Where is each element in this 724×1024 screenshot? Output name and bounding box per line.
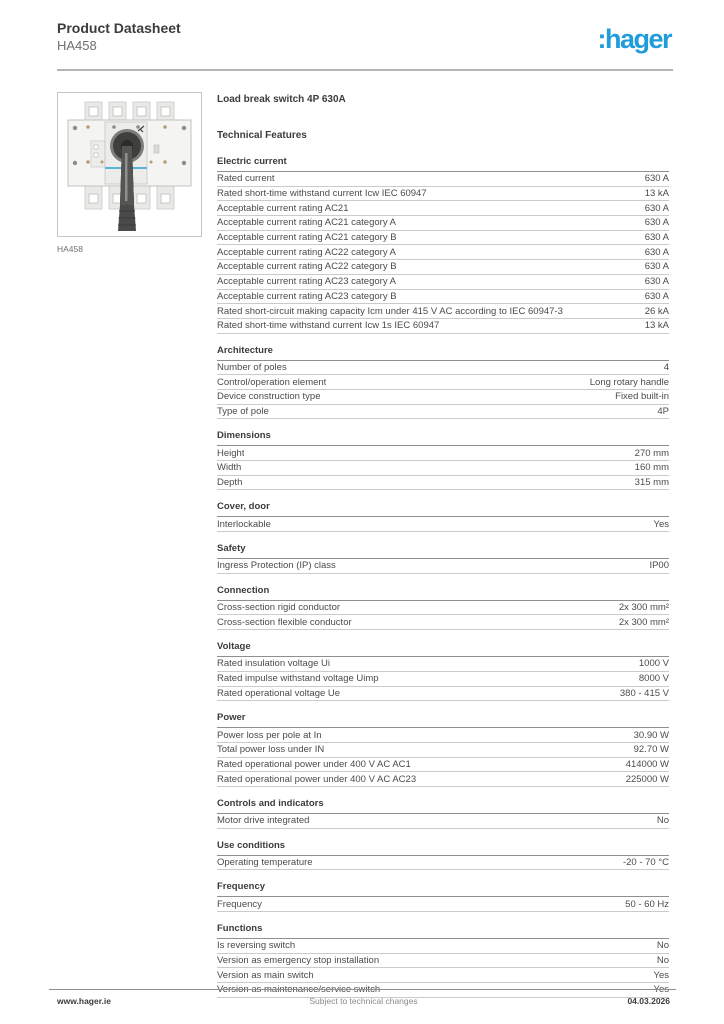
spec-label: Motor drive integrated — [217, 815, 310, 827]
spec-value: 630 A — [644, 246, 669, 258]
technical-features-heading: Technical Features — [217, 130, 307, 141]
spec-row — [217, 461, 669, 476]
spec-label: Acceptable current rating AC21 category B — [217, 232, 397, 244]
spec-label: Operating temperature — [217, 856, 313, 868]
spec-label: Rated operational voltage Ue — [217, 687, 341, 699]
spec-section — [217, 923, 669, 998]
spec-label: Cross-section rigid conductor — [217, 602, 341, 614]
spec-section-title: Safety — [217, 543, 669, 559]
spec-section-title: Architecture — [217, 345, 669, 361]
spec-value: 630 A — [644, 202, 669, 214]
spec-label: Rated insulation voltage Ui — [217, 658, 331, 670]
spec-row — [217, 446, 669, 461]
spec-label: Type of pole — [217, 405, 269, 417]
product-image — [57, 92, 202, 237]
spec-row — [217, 319, 669, 334]
document-title: Product Datasheet — [57, 20, 181, 36]
spec-label: Frequency — [217, 898, 262, 910]
spec-value: 630 A — [644, 276, 669, 288]
spec-row — [217, 856, 669, 871]
spec-section-title: Frequency — [217, 881, 669, 897]
spec-row — [217, 231, 669, 246]
spec-row — [217, 897, 669, 912]
spec-section-title: Dimensions — [217, 430, 669, 446]
spec-section-title: Use conditions — [217, 840, 669, 856]
spec-section — [217, 345, 669, 420]
spec-row — [217, 615, 669, 630]
spec-section — [217, 798, 669, 829]
spec-label: Interlockable — [217, 518, 271, 530]
header-divider — [57, 69, 673, 71]
spec-value: 630 A — [644, 173, 669, 185]
load-break-switch-illustration — [58, 93, 201, 236]
spec-row — [217, 275, 669, 290]
product-image-column — [57, 92, 202, 254]
spec-value: 50 - 60 Hz — [625, 898, 669, 910]
spec-label: Control/operation element — [217, 376, 327, 388]
spec-row — [217, 390, 669, 405]
spec-value: 630 A — [644, 232, 669, 244]
spec-section — [217, 543, 669, 574]
spec-row — [217, 172, 669, 187]
spec-row — [217, 304, 669, 319]
spec-label: Acceptable current rating AC21 — [217, 202, 349, 214]
spec-label: Version as emergency stop installation — [217, 955, 380, 967]
spec-label: Number of poles — [217, 361, 287, 373]
spec-label: Is reversing switch — [217, 940, 296, 952]
content-area — [57, 92, 669, 1009]
spec-value: 13 kA — [644, 188, 669, 200]
spec-section — [217, 585, 669, 630]
spec-label: Ingress Protection (IP) class — [217, 560, 336, 572]
spec-row — [217, 405, 669, 420]
spec-label: Rated operational power under 400 V AC AC23 — [217, 773, 417, 785]
spec-row — [217, 687, 669, 702]
spec-label: Acceptable current rating AC22 category B — [217, 261, 397, 273]
spec-value: 26 kA — [644, 305, 669, 317]
spec-row — [217, 260, 669, 275]
spec-row — [217, 657, 669, 672]
spec-row — [217, 187, 669, 202]
spec-label: Power loss per pole at In — [217, 729, 322, 741]
spec-value: 380 - 415 V — [619, 687, 669, 699]
spec-section — [217, 840, 669, 871]
page-footer — [57, 996, 670, 1006]
spec-row — [217, 601, 669, 616]
spec-value: 630 A — [644, 261, 669, 273]
spec-row — [217, 476, 669, 491]
spec-label: Rated short-circuit making capacity Icm under 415 V AC according to IEC 60947-3 — [217, 305, 563, 317]
spec-value: 2x 300 mm² — [618, 616, 669, 628]
spec-row — [217, 559, 669, 574]
spec-label: Acceptable current rating AC23 category B — [217, 290, 397, 302]
spec-value: 414000 W — [625, 758, 669, 770]
spec-value: No — [656, 940, 669, 952]
spec-section — [217, 881, 669, 912]
spec-value: 630 A — [644, 217, 669, 229]
spec-row — [217, 814, 669, 829]
product-title: Load break switch 4P 630A — [217, 94, 346, 105]
spec-value: Long rotary handle — [589, 376, 669, 388]
spec-value: 270 mm — [634, 447, 669, 459]
spec-row — [217, 375, 669, 390]
spec-row — [217, 728, 669, 743]
spec-row — [217, 672, 669, 687]
spec-value: -20 - 70 °C — [622, 856, 669, 868]
spec-section-title: Connection — [217, 585, 669, 601]
spec-value: Yes — [653, 518, 669, 530]
spec-row — [217, 216, 669, 231]
page-header — [57, 20, 671, 54]
spec-value: 315 mm — [634, 477, 669, 489]
spec-row — [217, 361, 669, 376]
spec-value: 4P — [657, 405, 669, 417]
spec-label: Rated operational power under 400 V AC AC1 — [217, 758, 411, 770]
spec-label: Rated short-time withstand current Icw 1s IEC 60947 — [217, 320, 440, 332]
spec-label: Width — [217, 462, 242, 474]
footer-divider — [49, 989, 676, 990]
spec-section — [217, 641, 669, 701]
spec-value: Yes — [653, 969, 669, 981]
spec-value: 30.90 W — [633, 729, 669, 741]
spec-label: Cross-section flexible conductor — [217, 616, 352, 628]
footer-date: 04.03.2026 — [627, 996, 670, 1006]
spec-label: Total power loss under IN — [217, 744, 325, 756]
header-titles — [57, 20, 181, 54]
spec-value: 2x 300 mm² — [618, 602, 669, 614]
spec-sections — [217, 156, 669, 998]
spec-label: Acceptable current rating AC22 category A — [217, 246, 397, 258]
spec-row — [217, 245, 669, 260]
spec-label: Acceptable current rating AC21 category A — [217, 217, 397, 229]
spec-section-title: Electric current — [217, 156, 669, 172]
spec-section-title: Cover, door — [217, 501, 669, 517]
spec-section-title: Controls and indicators — [217, 798, 669, 814]
spec-label: Depth — [217, 477, 243, 489]
footer-website-link[interactable]: www.hager.ie — [57, 996, 112, 1006]
hager-logo: :hager — [597, 24, 671, 54]
spec-row — [217, 290, 669, 305]
spec-label: Device construction type — [217, 391, 321, 403]
spec-value: No — [656, 815, 669, 827]
document-subtitle: HA458 — [57, 37, 97, 53]
spec-row — [217, 939, 669, 954]
spec-section-title: Power — [217, 712, 669, 728]
spec-section-title: Functions — [217, 923, 669, 939]
spec-section — [217, 712, 669, 787]
spec-value: 225000 W — [625, 773, 669, 785]
footer-note: Subject to technical changes — [309, 996, 418, 1006]
spec-value: Fixed built-in — [615, 391, 669, 403]
spec-value: 4 — [663, 361, 669, 373]
spec-section — [217, 156, 669, 334]
spec-row — [217, 968, 669, 983]
spec-row — [217, 201, 669, 216]
spec-value: 630 A — [644, 290, 669, 302]
spec-value: 1000 V — [638, 658, 669, 670]
spec-value: 92.70 W — [633, 744, 669, 756]
spec-section-title: Voltage — [217, 641, 669, 657]
spec-row — [217, 758, 669, 773]
spec-value: 13 kA — [644, 320, 669, 332]
spec-row — [217, 517, 669, 532]
spec-row — [217, 772, 669, 787]
spec-section — [217, 430, 669, 490]
product-image-caption: HA458 — [57, 244, 83, 254]
spec-label: Height — [217, 447, 245, 459]
spec-label: Version as main switch — [217, 969, 314, 981]
spec-label: Rated impulse withstand voltage Uimp — [217, 673, 379, 685]
spec-section — [217, 501, 669, 532]
spec-row — [217, 743, 669, 758]
spec-label: Rated short-time withstand current Icw IEC 60947 — [217, 188, 427, 200]
spec-label: Rated current — [217, 173, 275, 185]
spec-value: 8000 V — [638, 673, 669, 685]
spec-column — [217, 92, 669, 1009]
spec-value: No — [656, 955, 669, 967]
spec-row — [217, 954, 669, 969]
spec-label: Acceptable current rating AC23 category A — [217, 276, 397, 288]
spec-value: 160 mm — [634, 462, 669, 474]
spec-value: IP00 — [649, 560, 669, 572]
